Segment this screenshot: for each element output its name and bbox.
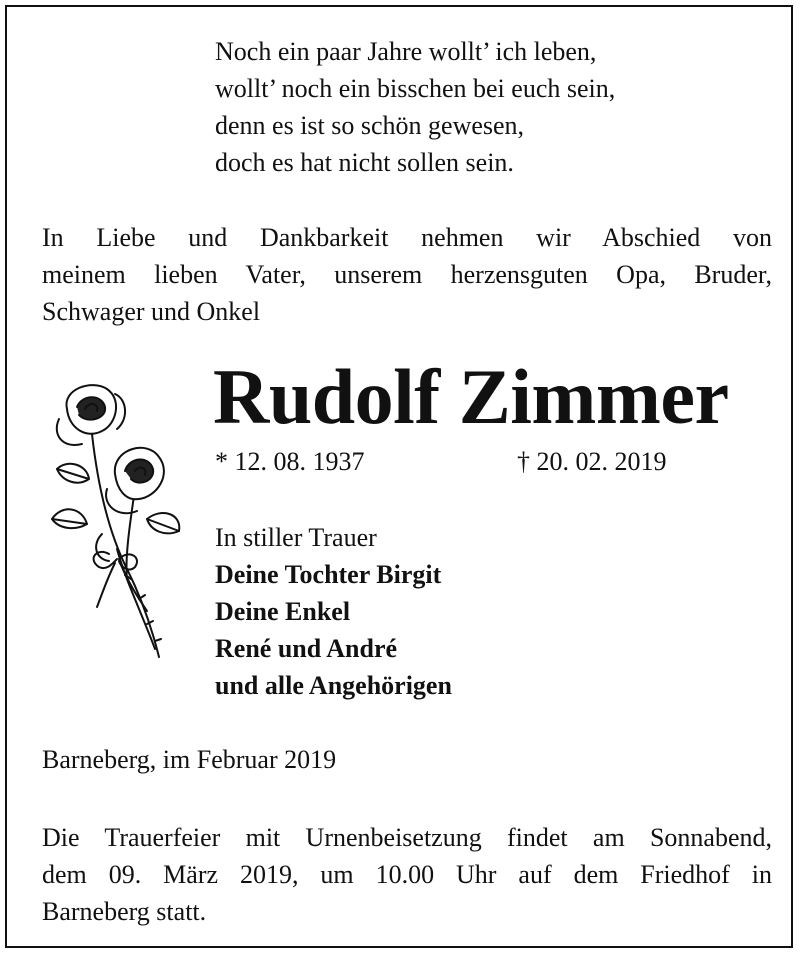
mourner-line: Deine Tochter Birgit: [215, 560, 442, 589]
place-and-date: Barneberg, im Februar 2019: [42, 745, 337, 774]
farewell-line: In Liebe und Dankbarkeit nehmen wir Abschied von: [42, 223, 772, 252]
funeral-line: dem 09. März 2019, um 10.00 Uhr auf dem Friedhof in: [42, 860, 772, 889]
death-date: † 20. 02. 2019: [517, 447, 667, 476]
poem-line: denn es ist so schön gewesen,: [215, 111, 525, 140]
obituary-notice: [5, 5, 793, 948]
farewell-text: [42, 219, 772, 330]
funeral-line: Die Trauerfeier mit Urnenbeisetzung findet am Sonnabend,: [42, 823, 772, 852]
mourner-line: René und André: [215, 634, 398, 663]
farewell-line: Schwager und Onkel: [42, 297, 261, 326]
funeral-line: Barneberg statt.: [42, 897, 207, 926]
poem: [215, 33, 615, 181]
mourner-line: Deine Enkel: [215, 597, 351, 626]
farewell-line: meinem lieben Vater, unserem herzensguten Opa, Bruder,: [42, 260, 772, 289]
deceased-name: Rudolf Zimmer: [213, 353, 729, 440]
funeral-info: [42, 819, 772, 930]
mourner-line: und alle Angehörigen: [215, 671, 452, 700]
birth-date: * 12. 08. 1937: [215, 447, 365, 476]
poem-line: doch es hat nicht sollen sein.: [215, 148, 514, 177]
rose-icon: [47, 379, 187, 664]
mourners: [215, 519, 452, 704]
poem-line: Noch ein paar Jahre wollt’ ich leben,: [215, 37, 597, 66]
poem-line: wollt’ noch ein bisschen bei euch sein,: [215, 74, 616, 103]
mourning-intro: In stiller Trauer: [215, 523, 377, 552]
